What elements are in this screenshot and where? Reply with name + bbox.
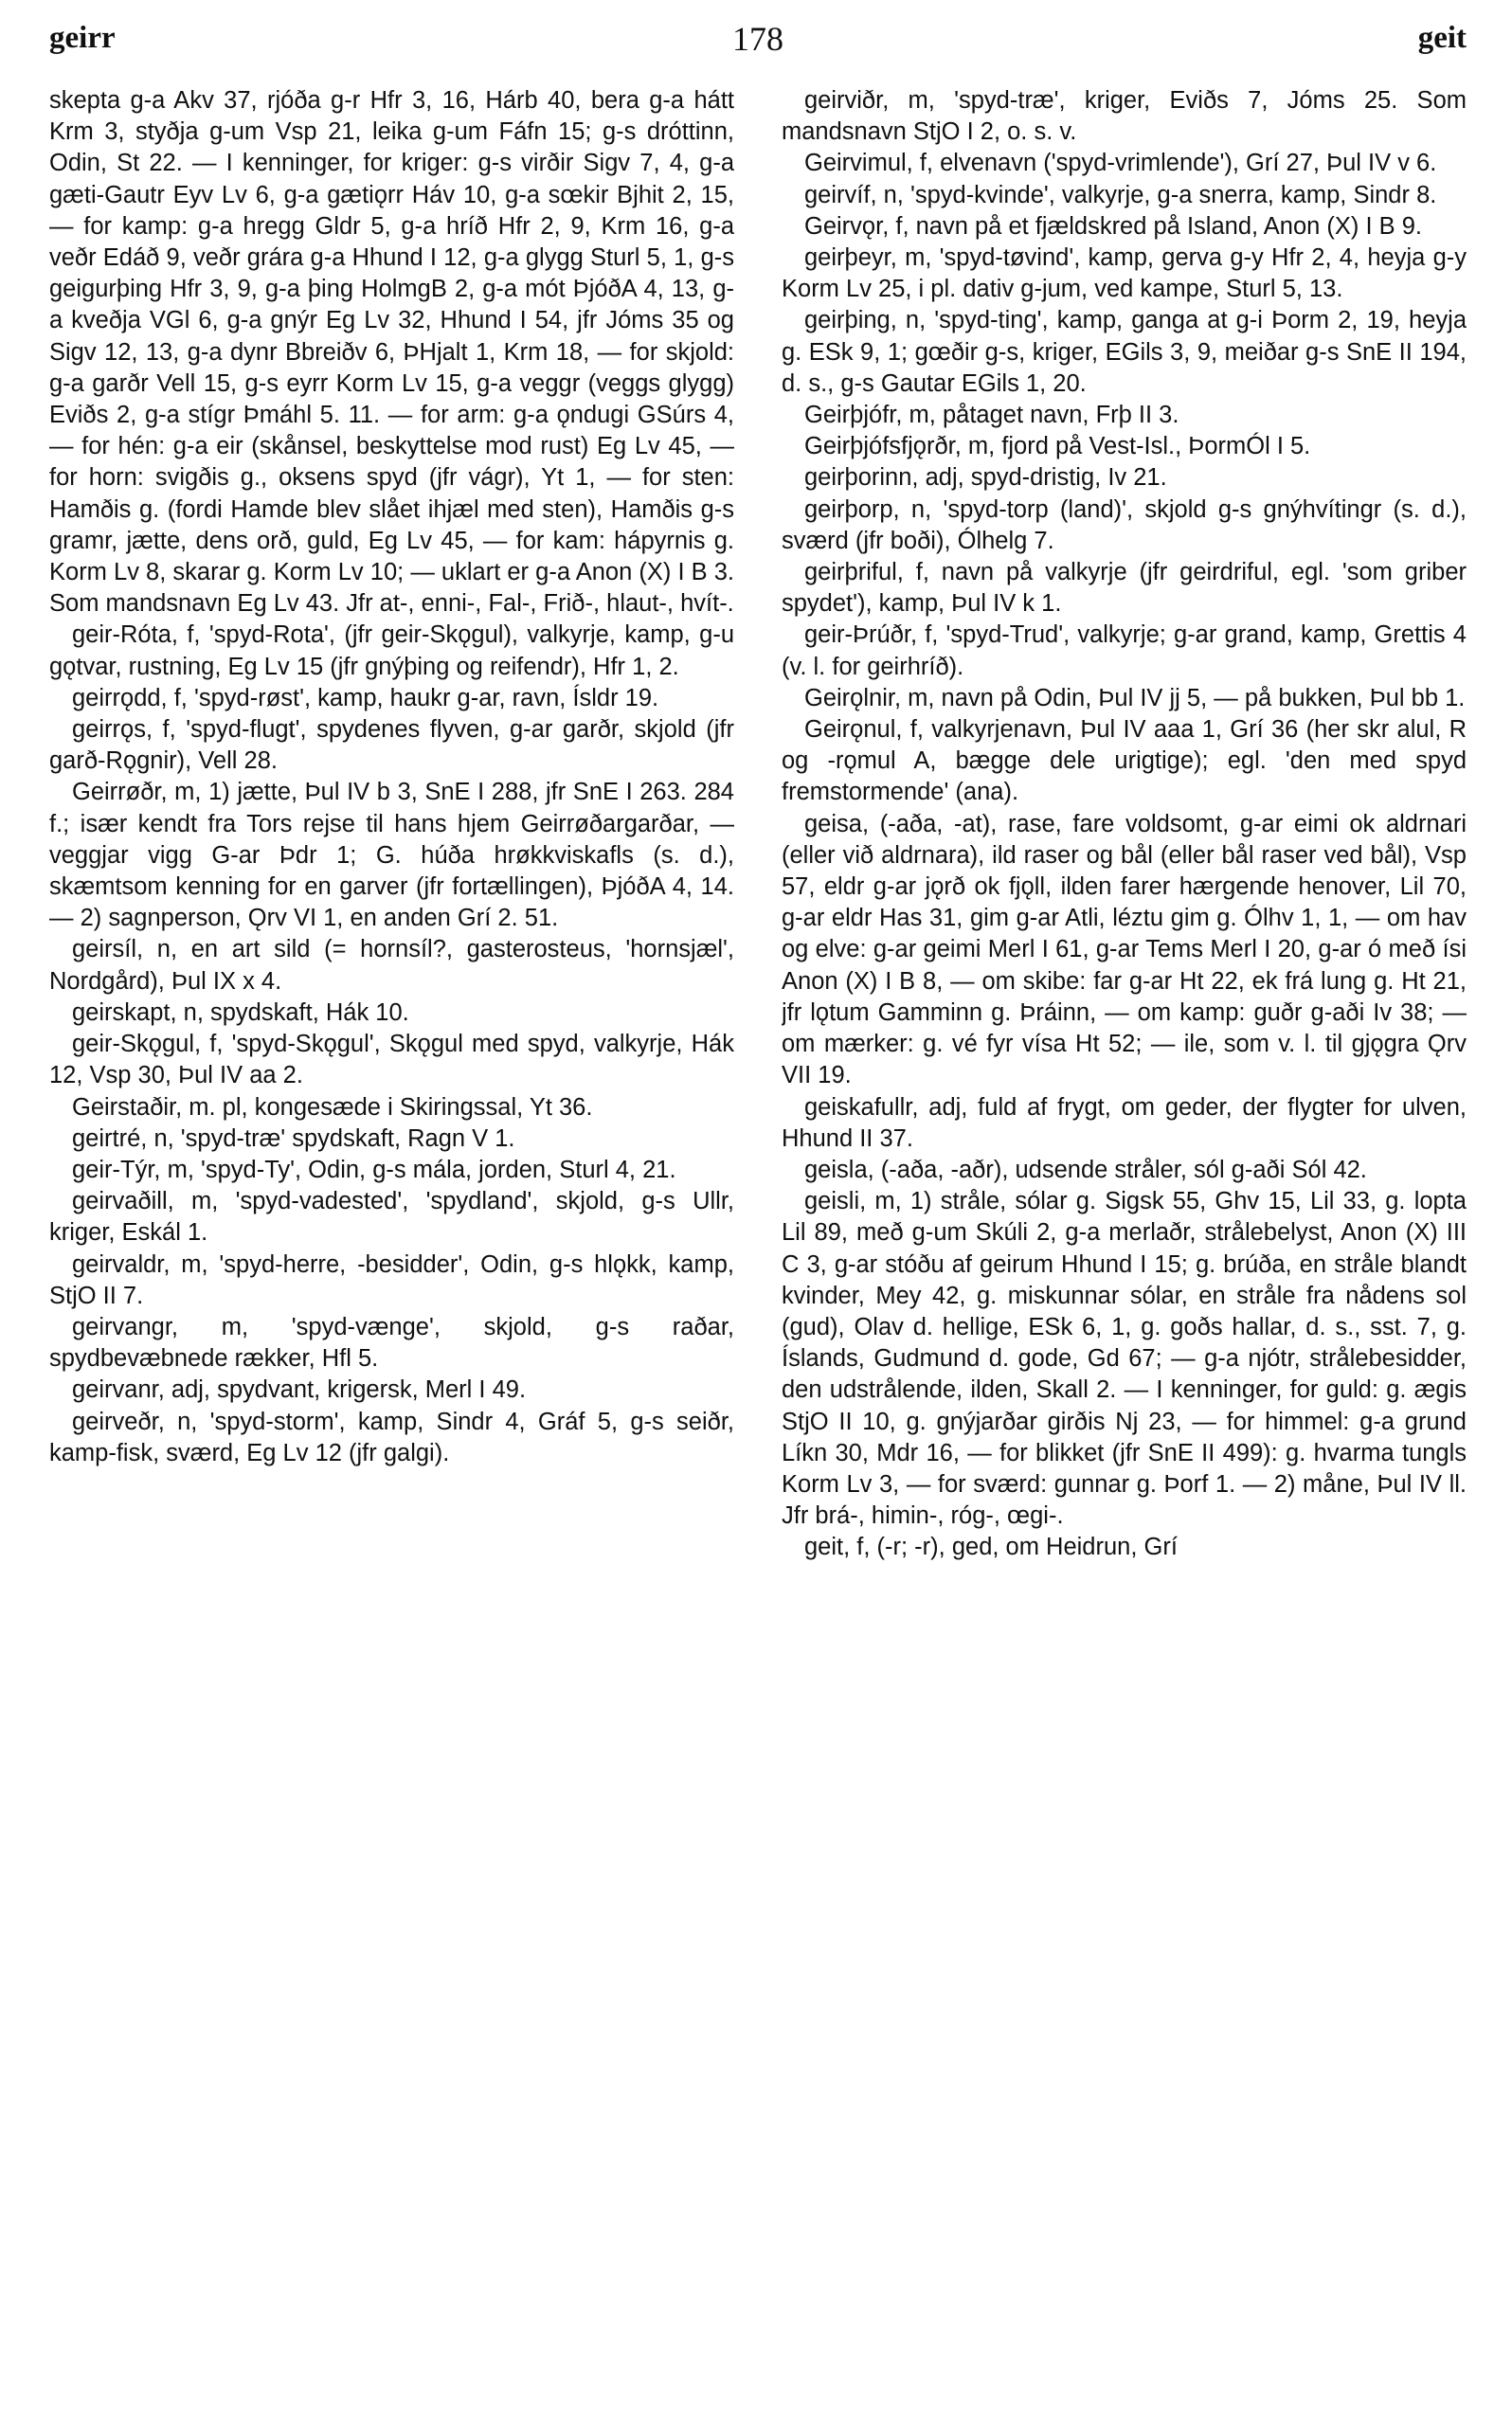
dictionary-entry: geirvaðill, m, 'spyd-vadested', 'spydland', skjold, g-s Ullr, kriger, Eskál 1. [49, 1188, 734, 1247]
dictionary-entry: Geirrøðr, m, 1) jætte, Þul IV b 3, SnE I 288, jfr SnE I 263. 284 f.; især kendt fra Tors rejse til hans hjem Geirrøðargarðar, — veggjar vigg G-ar Þdr 1; G. húða hrøkkviskafls (s. d.), skæmtsom kenning for en garver (jfr fortællingen), ÞjóðA 4, 14. — 2) sagnperson, Ǫrv VI 1, en anden Grí 2. 51. [49, 779, 734, 932]
dictionary-entry: geir-Róta, f, 'spyd-Rota', (jfr geir-Skǫgul), valkyrje, kamp, g-u gǫtvar, rustning, Eg Lv 15 (jfr gnýþing og reifendr), Hfr 1, 2. [49, 621, 734, 680]
dictionary-entry: Geirǫnul, f, valkyrjenavn, Þul IV aaa 1, Grí 36 (her skr alul, R og -rǫmul A, bægge dele urigtige); egl. 'den med spyd fremstormende' (ana). [782, 716, 1467, 806]
dictionary-columns [49, 85, 1467, 2399]
dictionary-entry: geit, f, (-r; -r), ged, om Heidrun, Grí [804, 1534, 1178, 1561]
dictionary-entry: skepta g-a Akv 37, rjóða g-r Hfr 3, 16, Hárb 40, bera g-a hátt Krm 3, styðja g-um Vsp 21, leika g-um Fáfn 15; g-s dróttinn, Odin, St 22. — I kenninger, for kriger: g-s virðir Sigv 7, 4, g-a gæti-Gautr Eyv Lv 6, g-a gætiǫrr Háv 10, g-a sœkir Bjhit 2, 15, — for kamp: g-a hregg Gldr 5, g-a hríð Hfr 2, 9, Krm 16, g-a veðr Edáð 9, veðr grára g-a Hhund I 12, g-a glygg Sturl 5, 1, g-s geigurþing Hfr 3, 9, g-a þing HolmgB 2, g-a mót ÞjóðA 4, 13, g-a kveðja VGl 6, g-a gnýr Eg Lv 32, Hhund I 54, jfr Jóms 35 og Sigv 12, 13, g-a dynr Bbreiðv 6, ÞHjalt 1, Krm 18, — for skjold: g-a garðr Vell 15, g-s eyrr Korm Lv 15, g-a veggr (veggs glygg) Eviðs 2, g-a stígr Þmáhl 5. 11. — for arm: g-a ǫndugi GSúrs 4, — for hén: g-a eir (skånsel, beskyttelse mod rust) Eg Lv 45, — for horn: svigðis g., oksens spyd (jfr vágr), Yt 1, — for sten: Hamðis g. (fordi Hamde blev slået ihjæl med sten), Hamðis g-s gramr, jætte, dens orð, guld, Eg Lv 45, — for kam: hápyrnis g. Korm Lv 8, skarar g. Korm Lv 10; — uklart er g-a Anon (X) I B 3. Som mandsnavn Eg Lv 43. Jfr at-, enni-, Fal-, Frið-, hlaut-, hvít-. [49, 87, 734, 618]
dictionary-entry: geirrǫs, f, 'spyd-flugt', spydenes flyven, g-ar garðr, skjold (jfr garð-Rǫgnir), Vell 28. [49, 716, 734, 775]
dictionary-entry: geirvanr, adj, spydvant, krigersk, Merl I 49. [72, 1376, 527, 1404]
dictionary-entry: geisa, (-aða, -at), rase, fare voldsomt, g-ar eimi ok aldrnari (eller við aldrnara), ild raser og bål (eller bål raser ved bål), Vsp 57, eldr g-ar jǫrð ok fjǫll, ilden farer hærgende henover, Lil 70, g-ar eldr Has 31, gim g-ar Atli, léztu gim g. Ólhv 1, 1, — om hav og elve: g-ar geimi Merl I 61, g-ar Tems Merl I 20, g-ar ó með ísi Anon (X) I B 8, — om skibe: far g-ar Ht 22, ek frá lung g. Ht 21, jfr lǫtum Gamminn g. Þráinn, — om kamp: guðr g-aði Iv 38; — om mærker: g. vé fyr vísa Ht 52; — ile, som v. l. til gjǫgra Ǫrv VII 19. [782, 810, 1467, 1089]
dictionary-entry: geirþorp, n, 'spyd-torp (land)', skjold g-s gnýhvítingr (s. d.), sværd (jfr boði), Ólhelg 7. [782, 495, 1467, 554]
dictionary-entry: Geirvǫr, f, navn på et fjældskred på Island, Anon (X) I B 9. [804, 212, 1423, 240]
dictionary-entry: geirsíl, n, en art sild (= hornsíl?, gasterosteus, 'hornsjæl', Nordgård), Þul IX x 4. [49, 936, 734, 995]
left-guide-word: geirr [49, 21, 116, 55]
dictionary-entry: geisli, m, 1) stråle, sólar g. Sigsk 55, Ghv 15, Lil 33, g. lopta Lil 89, með g-um Skúli 2, g-a merlaðr, strålebelyst, Anon (X) III C 3, g-ar stóðu af geirum Hhund I 15; g. brúða, en stråle blandt kvinder, Mey 42, g. miskunnar sólar, en stråle fra nådens sol (gud), Olav d. hellige, ESk 6, 1, g. goðs hallar, d. s., sst. 7, g. Íslands, Gudmund d. gode, Gd 67; — g-a njótr, strålebesidder, den udstrålende, ilden, Skall 2. — I kenninger, for guld: g. ægis StjO II 10, g. gnýjarðar girðis Nj 23, — for himmel: g-a grund Líkn 30, Mdr 16, — for blikket (jfr SnE II 499): g. hvarma tungls Korm Lv 3, — for sværd: gunnar g. Þorf 1. — 2) måne, Þul IV ll. Jfr brá-, himin-, róg-, œgi-. [782, 1188, 1467, 1530]
dictionary-entry: Geirvimul, f, elvenavn ('spyd-vrimlende'), Grí 27, Þul IV v 6. [804, 150, 1437, 177]
right-guide-word: geit [1417, 21, 1467, 55]
dictionary-entry: geirvaldr, m, 'spyd-herre, -besidder', Odin, g-s hlǫkk, kamp, StjO II 7. [49, 1250, 734, 1309]
dictionary-entry: geirþeyr, m, 'spyd-tøvind', kamp, gerva g-y Hfr 2, 4, heyja g-y Korm Lv 25, i pl. dativ g-jum, ved kampe, Sturl 5, 13. [782, 244, 1467, 303]
dictionary-entry: geirþing, n, 'spyd-ting', kamp, ganga at g-i Þorm 2, 19, heyja g. ESk 9, 1; gœðir g-s, kriger, EGils 3, 9, meiðar g-s SnE II 194, d. s., g-s Gautar EGils 1, 20. [782, 307, 1467, 397]
dictionary-entry: geirviðr, m, 'spyd-træ', kriger, Eviðs 7, Jóms 25. Som mandsnavn StjO I 2, o. s. v. [782, 87, 1467, 146]
page-number: 178 [732, 20, 783, 58]
dictionary-entry: Geirstaðir, m. pl, kongesæde i Skiringssal, Yt 36. [72, 1093, 593, 1121]
dictionary-entry: Geirþjófr, m, påtaget navn, Frþ II 3. [804, 402, 1179, 429]
dictionary-entry: geirtré, n, 'spyd-træ' spydskaft, Ragn V 1. [72, 1124, 515, 1152]
dictionary-entry: Geirǫlnir, m, navn på Odin, Þul IV jj 5, — på bukken, Þul bb 1. [804, 684, 1466, 711]
dictionary-entry: geirvangr, m, 'spyd-vænge', skjold, g-s raðar, spydbevæbnede rækker, Hfl 5. [49, 1313, 734, 1373]
right-column [782, 85, 1467, 2399]
dictionary-entry: geisla, (-aða, -aðr), udsende stråler, sól g-aði Sól 42. [804, 1156, 1367, 1183]
dictionary-entry: geirþriful, f, navn på valkyrje (jfr geirdriful, egl. 'som griber spydet'), kamp, Þul IV k 1. [782, 559, 1467, 618]
dictionary-entry: geir-Skǫgul, f, 'spyd-Skǫgul', Skǫgul med spyd, valkyrje, Hák 12, Vsp 30, Þul IV aa 2. [49, 1031, 734, 1089]
dictionary-entry: geirskapt, n, spydskaft, Hák 10. [72, 998, 409, 1026]
dictionary-entry: Geirþjófsfjǫrðr, m, fjord på Vest-Isl., ÞormÓl I 5. [804, 433, 1311, 460]
left-column [49, 85, 734, 2399]
dictionary-entry: geirveðr, n, 'spyd-storm', kamp, Sindr 4, Gráf 5, g-s seiðr, kamp-fisk, sværd, Eg Lv 12 (jfr galgi). [49, 1408, 734, 1466]
dictionary-entry: geir-Týr, m, 'spyd-Ty', Odin, g-s mála, jorden, Sturl 4, 21. [72, 1156, 676, 1183]
dictionary-entry: geirrǫdd, f, 'spyd-røst', kamp, haukr g-ar, ravn, Ísldr 19. [72, 684, 659, 711]
dictionary-entry: geir-Þrúðr, f, 'spyd-Trud', valkyrje; g-ar grand, kamp, Grettis 4 (v. l. for geirhríð). [782, 621, 1467, 680]
dictionary-entry: geiskafullr, adj, fuld af frygt, om geder, der flygter for ulven, Hhund II 37. [782, 1093, 1467, 1152]
dictionary-entry: geirvíf, n, 'spyd-kvinde', valkyrje, g-a snerra, kamp, Sindr 8. [804, 181, 1437, 208]
page-header [49, 21, 1467, 66]
dictionary-entry: geirþorinn, adj, spyd-dristig, Iv 21. [804, 464, 1167, 492]
